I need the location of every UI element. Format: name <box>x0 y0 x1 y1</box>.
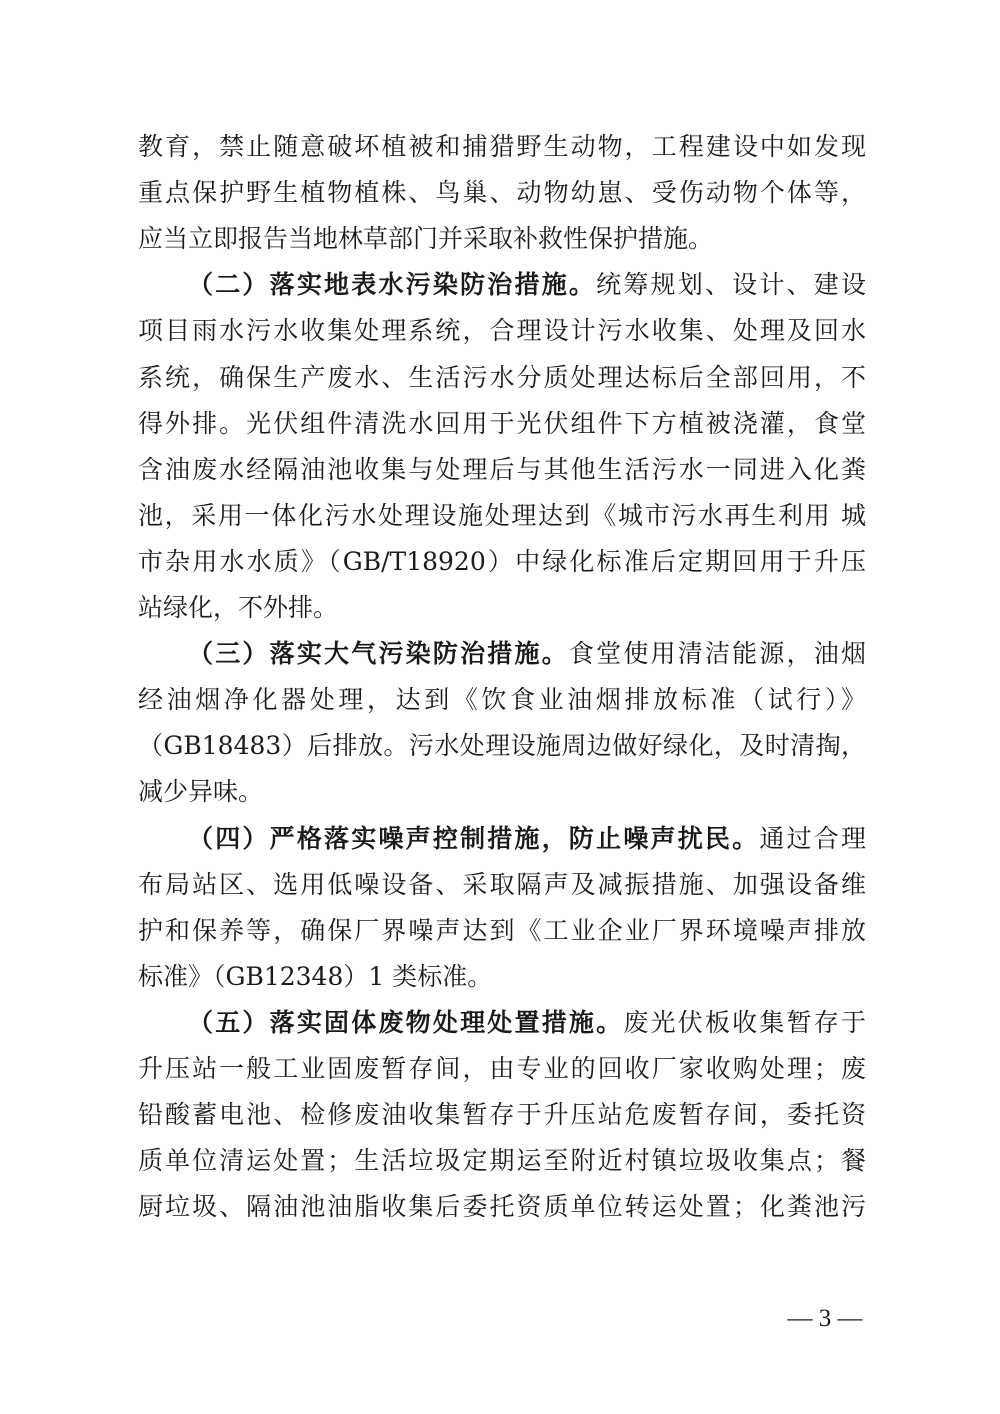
paragraph-text: 含油废水经隔油池收集与处理后与其他生活污水一同进入化粪 <box>138 454 866 484</box>
section-heading: （五）落实固体废物处理处置措施。 <box>188 1007 624 1037</box>
text-line <box>138 448 866 492</box>
section-heading: （二）落实地表水污染防治措施。 <box>188 270 597 300</box>
paragraph-text: 升压站一般工业固废暂存间，由专业的回收厂家收购处理；废 <box>138 1054 866 1083</box>
paragraph-text: 减少异味。 <box>138 777 264 807</box>
text-line <box>138 1047 866 1091</box>
paragraph-text: 得外排。光伏组件清洗水回用于光伏组件下方植被浇灌，食堂 <box>138 408 866 438</box>
text-line <box>138 494 866 538</box>
text-line <box>138 1093 866 1137</box>
paragraph-text: 废光伏板收集暂存于 <box>623 1007 866 1037</box>
text-line <box>138 863 866 907</box>
paragraph-text: 食堂使用清洁能源，油烟 <box>568 639 866 669</box>
section-heading-line <box>188 1001 866 1045</box>
paragraph-text: 厨垃圾、隔油池油脂收集后委托资质单位转运处置；化粪池污 <box>138 1192 866 1222</box>
paragraph-text: 市杂用水水质》（GB/T18920）中绿化标准后定期回用于升压 <box>138 546 866 576</box>
paragraph-text: 统筹规划、设计、建设 <box>596 270 866 300</box>
paragraph-text: 布局站区、选用低噪设备、采取隔声及减振措施、加强设备维 <box>138 869 866 899</box>
text-line <box>138 356 866 400</box>
text-line <box>138 909 866 953</box>
text-line <box>138 770 866 814</box>
paragraph-text: 应当立即报告当地林草部门并采取补救性保护措施。 <box>138 224 714 254</box>
text-line <box>138 402 866 446</box>
section-heading-line <box>188 817 866 861</box>
paragraph-text: 质单位清运处置；生活垃圾定期运至附近村镇垃圾收集点；餐 <box>138 1146 866 1176</box>
paragraph-text: 重点保护野生植物植株、鸟巢、动物幼崽、受伤动物个体等， <box>138 178 866 208</box>
paragraph-text: 经油烟净化器处理，达到《饮食业油烟排放标准（试行）》 <box>138 685 866 715</box>
paragraph-text: 教育，禁止随意破坏植被和捕猎野生动物，工程建设中如发现 <box>138 132 866 161</box>
text-line <box>138 171 866 215</box>
paragraph-text: 系统，确保生产废水、生活污水分质处理达标后全部回用，不 <box>138 362 866 392</box>
text-line <box>138 724 866 768</box>
text-line <box>138 217 866 261</box>
text-line <box>138 1139 866 1183</box>
text-line <box>138 125 866 169</box>
section-heading: （三）落实大气污染防治措施。 <box>188 639 569 669</box>
paragraph-text: 通过合理 <box>759 823 866 853</box>
text-line <box>138 309 866 353</box>
text-line <box>138 1185 866 1229</box>
section-heading-line <box>188 263 866 307</box>
text-line <box>138 678 866 722</box>
paragraph-text: 项目雨水污水收集处理系统，合理设计污水收集、处理及回水 <box>138 316 866 346</box>
paragraph-text: 站绿化，不外排。 <box>138 593 339 622</box>
paragraph-text: 标准》（GB12348）1 类标准。 <box>138 961 493 991</box>
text-line <box>138 586 866 630</box>
page-number: — 3 — <box>787 1305 863 1332</box>
section-heading-line <box>188 632 866 676</box>
section-heading: （四）严格落实噪声控制措施，防止噪声扰民。 <box>188 823 760 853</box>
paragraph-text: 护和保养等，确保厂界噪声达到《工业企业厂界环境噪声排放 <box>138 915 866 945</box>
text-line <box>138 955 866 999</box>
paragraph-text: 池，采用一体化污水处理设施处理达到《城市污水再生利用 城 <box>138 500 866 530</box>
paragraph-text: （GB18483）后排放。污水处理设施周边做好绿化，及时清掏， <box>138 731 866 761</box>
text-line <box>138 540 866 584</box>
paragraph-text: 铅酸蓄电池、检修废油收集暂存于升压站危废暂存间，委托资 <box>138 1100 866 1130</box>
